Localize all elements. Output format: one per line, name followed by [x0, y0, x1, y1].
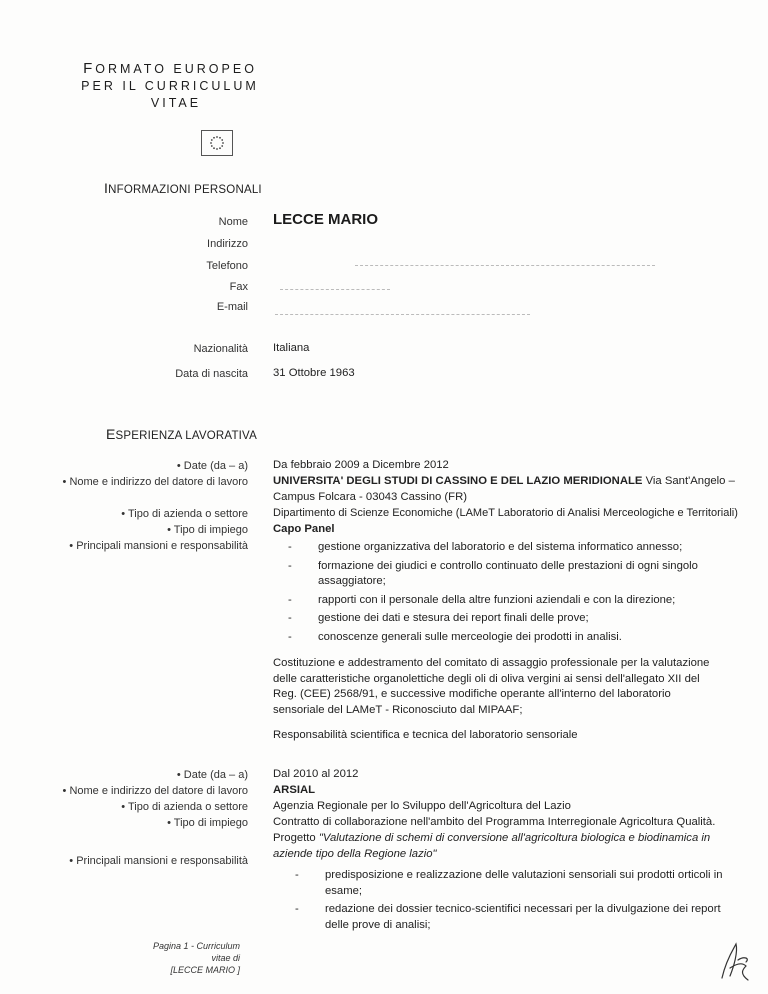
job2-date: Dal 2010 al 2012: [273, 768, 359, 780]
job1-paragraph-1: Costituzione e addestramento del comitato di assaggio professionale per la valutazione delle caratteristiche organolettiche degli oli di oliva vergini ai sensi dell'allegato XII del Reg. (CEE) 2568/91, e successive modifiche operante all'interno del laboratorio sensoriale del LAMeT - Riconosciuto dal MIPAAF;: [273, 657, 710, 716]
job2-label-duties: • Principali mansioni e responsabilità: [69, 855, 248, 867]
email-redacted: [275, 314, 530, 315]
value-nome: LECCE MARIO: [273, 211, 378, 228]
job1-role: Capo Panel: [273, 523, 335, 535]
job1-date: Da febbraio 2009 a Dicembre 2012: [273, 459, 449, 471]
job1-employer: UNIVERSITA' DEGLI STUDI DI CASSINO E DEL LAZIO MERIDIONALE Via Sant'Angelo – Campus Folcara - 03043 Cassino (FR): [273, 475, 735, 503]
job2-label-employer: • Nome e indirizzo del datore di lavoro: [62, 785, 248, 797]
signature-scribble: [716, 940, 756, 984]
handwritten-signature: [716, 940, 756, 989]
page-footer: Pagina 1 - Curriculum vitae di [LECCE MARIO ]: [152, 941, 240, 975]
list-item: - formazione dei giudici e controllo continuato delle prestazioni di ogni singolo assaggiatore;: [288, 559, 718, 590]
label-indirizzo: Indirizzo: [207, 238, 248, 250]
job1-label-employer: • Nome e indirizzo del datore di lavoro: [62, 476, 248, 488]
title-line-1: FORMATO EUROPEO: [83, 60, 257, 77]
list-item: - gestione dei dati e stesura dei report finali delle prove;: [288, 611, 718, 627]
job1-paragraph-2: Responsabilità scientifica e tecnica del laboratorio sensoriale: [273, 729, 578, 741]
job2-duties-list: [295, 868, 725, 936]
telefono-redacted: [355, 265, 655, 266]
value-nazionalita: Italiana: [273, 342, 310, 354]
job2-label-date: • Date (da – a): [176, 769, 248, 781]
label-telefono: Telefono: [206, 260, 248, 272]
job1-sector: Dipartimento di Scienze Economiche (LAMeT Laboratorio di Analisi Merceologiche e Territoriali): [273, 507, 738, 519]
list-item: - redazione dei dossier tecnico-scientifici necessari per la divulgazione dei report delle prove di analisi;: [295, 902, 725, 933]
label-nome: Nome: [218, 216, 248, 228]
title-line-2: PER IL CURRICULUM: [81, 79, 259, 93]
job1-label-sector: • Tipo di azienda o settore: [121, 508, 248, 520]
job1-duties-list: [288, 540, 718, 648]
job2-sector: Agenzia Regionale per lo Sviluppo dell'Agricoltura del Lazio: [273, 800, 571, 812]
list-item: - conoscenze generali sulle merceologie dei prodotti in analisi.: [288, 630, 718, 646]
job2-employment: Contratto di collaborazione nell'ambito del Programma Interregionale Agricoltura Qualità.: [273, 816, 716, 828]
eu-stars-icon: [202, 131, 232, 155]
eu-flag-logo: [201, 130, 233, 156]
cv-title: [80, 60, 260, 112]
label-nazionalita: Nazionalità: [193, 343, 248, 355]
title-line-3: VITAE: [150, 96, 202, 110]
list-item: - predisposizione e realizzazione delle valutazioni sensoriali sui prodotti orticoli in esame;: [295, 868, 725, 899]
job1-label-date: • Date (da – a): [176, 460, 248, 472]
work-experience-heading: ESPERIENZA LAVORATIVA: [106, 426, 257, 442]
job2-employer: ARSIAL: [273, 784, 316, 796]
label-data-nascita: Data di nascita: [175, 368, 248, 380]
job1-label-duties: • Principali mansioni e responsabilità: [69, 540, 248, 552]
label-fax: Fax: [229, 281, 248, 293]
fax-redacted: [280, 289, 390, 290]
job2-label-sector: • Tipo di azienda o settore: [121, 801, 248, 813]
job1-label-employment: • Tipo di impiego: [167, 524, 248, 536]
list-item: - gestione organizzativa del laboratorio e del sistema informatico annesso;: [288, 540, 718, 556]
label-email: E-mail: [216, 301, 248, 313]
list-item: - rapporti con il personale della altre funzioni aziendali e con la direzione;: [288, 593, 718, 609]
job2-label-employment: • Tipo di impiego: [167, 817, 248, 829]
personal-info-heading: INFORMAZIONI PERSONALI: [104, 180, 262, 196]
value-data-nascita: 31 Ottobre 1963: [273, 367, 355, 379]
job2-project: Progetto "Valutazione di schemi di conversione all'agricoltura biologica e biodinamica in aziende tipo della Regione lazio": [273, 832, 711, 860]
